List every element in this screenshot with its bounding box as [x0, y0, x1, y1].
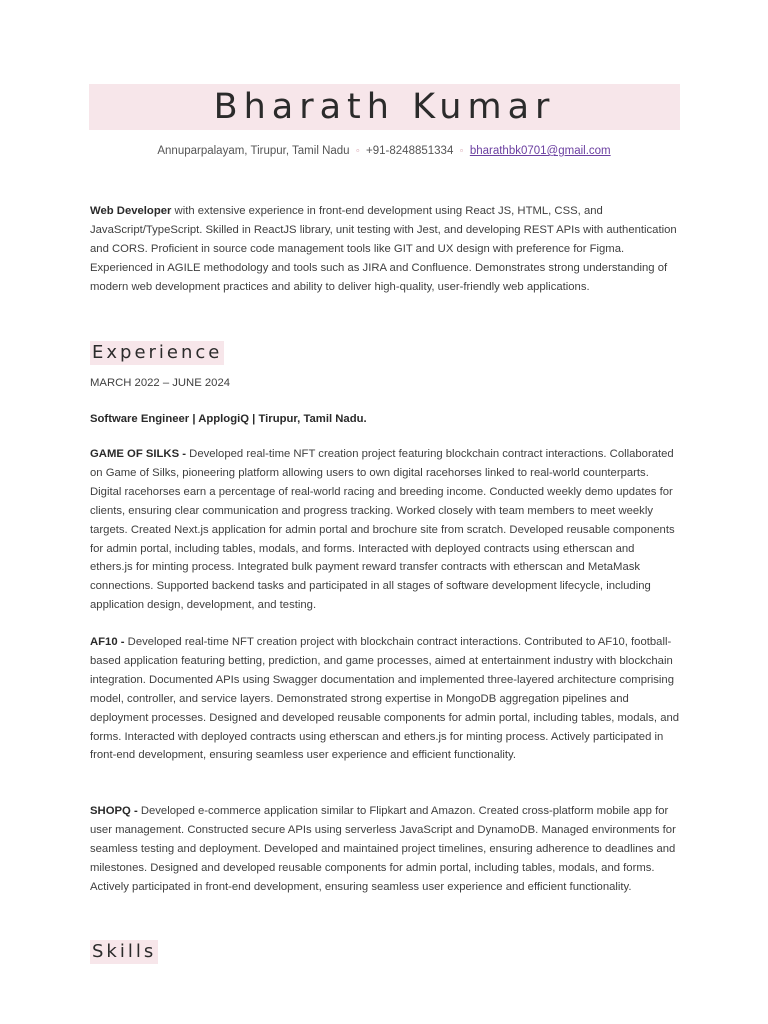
candidate-name: Bharath Kumar	[213, 87, 556, 127]
project-name: GAME OF SILKS -	[90, 448, 187, 460]
summary-lead: Web Developer	[90, 205, 172, 217]
project-game-of-silks	[90, 445, 680, 615]
project-description: Developed e-commerce application similar to Flipkart and Amazon. Created cross-platform mobile app for user management. Constructed secure APIs using serverless JavaScript and DynamoDB. Managed environments for seamless testing and deployment. Developed and maintained project timelines, ensuring adherence to deadlines and milestones. Designed and developed reusable components for admin portal, including tables, modals, and forms. Actively participated in front-end development, ensuring seamless user experience and efficient functionality.	[90, 805, 676, 893]
contact-line	[0, 145, 768, 157]
skills-heading: Skills	[92, 941, 157, 962]
project-af10	[90, 633, 680, 765]
location-text: Annuparpalayam, Tirupur, Tamil Nadu	[157, 145, 350, 157]
separator-dot: ◦	[355, 145, 360, 157]
project-shopq	[90, 802, 680, 897]
summary-text: with extensive experience in front-end development using React JS, HTML, CSS, and JavaScript/TypeScript. Skilled in ReactJS library, unit testing with Jest, and developing REST APIs with authentication and CORS. Proficient in source code management tools like GIT and UX design with preference for Figma. Experienced in AGILE methodology and tools such as JIRA and Confluence. Demonstrates strong understanding of modern web development practices and ability to deliver high-quality, user-friendly web applications.	[90, 205, 677, 293]
separator-dot: ◦	[459, 145, 464, 157]
experience-role: Software Engineer | ApplogiQ | Tirupur, Tamil Nadu.	[90, 413, 367, 425]
email-link[interactable]: bharathbk0701@gmail.com	[469, 145, 611, 157]
experience-heading: Experience	[92, 342, 223, 363]
project-description: Developed real-time NFT creation project featuring blockchain contract interactions. Collaborated on Game of Silks, pioneering platform allowing users to own digital racehorses linked to real-world counterparts. Digital racehorses earn a percentage of real-world racing and breeding income. Conducted weekly demo updates for clients, ensuring clear communication and progress tracking. Worked closely with team members to meet weekly targets. Created Next.js application for admin portal and brochure site from scratch. Developed reusable components for admin portal, including tables, modals, and forms. Interacted with deployed contracts using etherscan and ethers.js for minting process. Integrated bulk payment reward transfer contracts with etherscan and MetaMask connections. Supported backend tasks and participated in all stages of software development lifecycle, including application design, development, and testing.	[90, 448, 675, 612]
phone-text: +91-8248851334	[366, 145, 454, 157]
project-name: AF10 -	[90, 636, 125, 648]
name-banner	[89, 84, 680, 130]
project-description: Developed real-time NFT creation project with blockchain contract interactions. Contributed to AF10, football-based application featuring betting, prediction, and game processes, aimed at entertainment industry with blockchain integration. Documented APIs using Swagger documentation and implemented three-layered architecture comprising model, controller, and service layers. Demonstrated strong expertise in MongoDB aggregation pipelines and deployment processes. Designed and developed reusable components for admin portal, including tables, modals, and forms. Interacted with deployed contracts using etherscan and ethers.js for minting process. Actively participated in front-end development, ensuring seamless user experience and efficient functionality.	[90, 636, 680, 762]
project-name: SHOPQ -	[90, 805, 138, 817]
summary-paragraph	[90, 202, 680, 297]
experience-dates: MARCH 2022 – JUNE 2024	[90, 377, 231, 389]
